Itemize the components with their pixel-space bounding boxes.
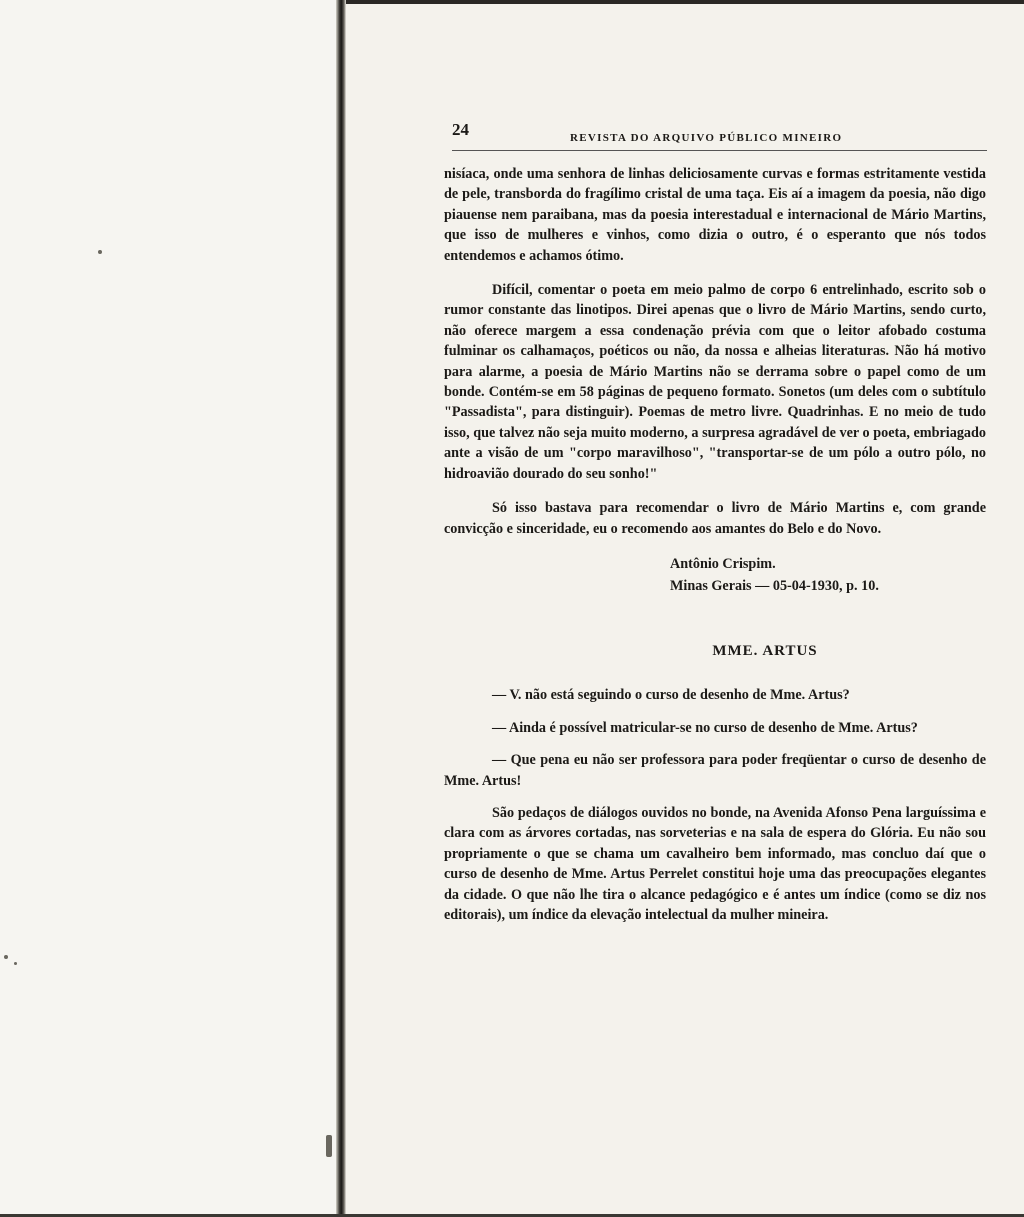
paper-speck	[4, 955, 8, 959]
closing-paragraph: São pedaços de diálogos ouvidos no bonde, na Avenida Afonso Pena larguíssima e clara com as árvores cortadas, nas sorveterias e na sala de espera do Glória. Eu não sou propriamente o que se chama um cavalheiro bem informado, mas concluo daí que o curso de desenho de Mme. Artus Perrelet constitui hoje uma das preocupações elegantes da cidade. O que não lhe tira o alcance pedagógico e é antes um índice (como se diz nos editorais), um índice da elevação intelectual da mulher mineira.	[444, 804, 986, 923]
paper-speck	[14, 962, 17, 965]
section-title: MME. ARTUS	[712, 642, 818, 659]
dialogue-line: — Ainda é possível matricular-se no curso de desenho de Mme. Artus?	[492, 719, 918, 736]
left-page-blank	[0, 0, 340, 1217]
running-title: REVISTA DO ARQUIVO PÚBLICO MINEIRO	[570, 132, 843, 144]
paragraph: Só isso bastava para recomendar o livro de Mário Martins e, com grande convicção e sinceridade, eu o recomendo aos amantes do Belo e do Novo.	[444, 500, 986, 537]
page-top-edge	[346, 0, 1024, 4]
signature-source: Minas Gerais — 05-04-1930, p. 10.	[670, 577, 879, 594]
paper-speck	[326, 1135, 332, 1157]
dialogue-block	[444, 685, 986, 791]
dialogue-line: — V. não está seguindo o curso de desenho de Mme. Artus?	[492, 687, 850, 704]
paper-speck	[98, 250, 102, 254]
book-gutter	[336, 0, 346, 1217]
article-body	[444, 164, 986, 939]
page-header	[452, 120, 987, 151]
paragraph: Difícil, comentar o poeta em meio palmo de corpo 6 entrelinhado, escrito sob o rumor constante das linotipos. Direi apenas que o livro de Mário Martins, sendo curto, não oferece margem a essa condenação prévia com que o leitor afobado costuma fulminar os calhamaços, poéticos ou não, da nossa e alheias literaturas. Não há motivo para alarme, a poesia de Mário Martins não se derrama sobre o papel como de um bonde. Contém-se em 58 páginas de pequeno formato. Sonetos (um deles com o subtítulo "Passadista", para distinguir). Poemas de metro livre. Quadrinhas. E no meio de tudo isso, que talvez não seja muito moderno, a surpresa agradável de ver o poeta, embriagado ante a visão de um "corpo maravilhoso", "transportar-se de um pólo a outro pólo, no hidroavião dourado do seu sonho!"	[444, 282, 986, 482]
page-number: 24	[452, 120, 469, 139]
signature-block	[670, 553, 986, 597]
dialogue-line: — Que pena eu não ser professora para poder freqüentar o curso de desenho de Mme. Artus!	[444, 752, 986, 789]
paragraph: nisíaca, onde uma senhora de linhas deliciosamente curvas e formas estritamente vestida de pele, transborda do fragílimo cristal de uma taça. Eis aí a imagem da poesia, não digo piauense nem paraibana, mas da poesia interestadual e internacional de Mário Martins, que isso de mulheres e vinhos, como dizia o outro, é o esperanto que nós todos entendemos e achamos ótimo.	[444, 166, 986, 264]
signature-author: Antônio Crispim.	[670, 555, 776, 572]
